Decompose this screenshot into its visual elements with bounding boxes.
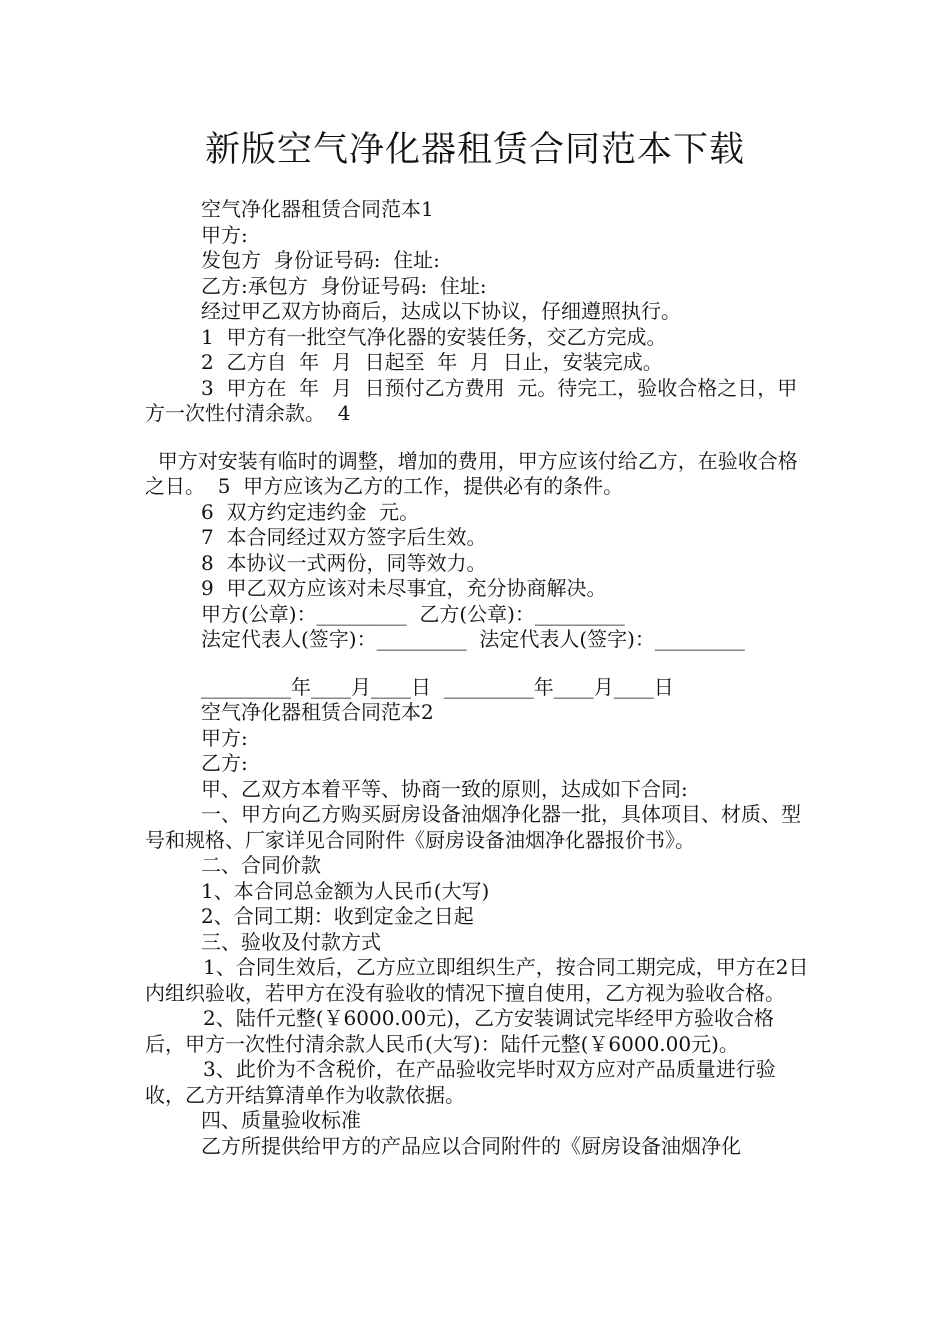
paragraph: 空气净化器租赁合同范本1 [201, 197, 434, 221]
paragraph: 三、验收及付款方式 [201, 929, 381, 954]
paragraph: _________年____月____日 _________年____月____日 [201, 674, 674, 699]
paragraph: 空气净化器租赁合同范本2 [201, 700, 434, 724]
paragraph: 2、陆仟元整(￥6000.00元)，乙方安装调试完毕经甲方验收合格后，甲方一次性付清余款人民币(大写)：陆仟元整(￥6000.00元)。 [145, 1006, 775, 1056]
paragraph: 2、合同工期：收到定金之日起 [201, 904, 474, 928]
paragraph: 法定代表人(签字)：_________ 法定代表人(签字)：_________ [201, 627, 745, 651]
paragraph: 甲方: [201, 222, 248, 247]
paragraph: 1、合同生效后，乙方应立即组织生产，按合同工期完成，甲方在2日内组织验收，若甲方在没有验收的情况下擅自使用，乙方视为验收合格。 [145, 955, 809, 1005]
paragraph: 乙方: [201, 751, 248, 775]
paragraph: 甲方: [201, 725, 248, 750]
paragraph: 1 甲方有一批空气净化器的安装任务，交乙方完成。 [201, 324, 667, 349]
paragraph: 3 甲方在 年 月 日预付乙方费用 元。待完工，验收合格之日，甲方一次性付清余款。 4 [145, 375, 798, 425]
paragraph: 乙方:承包方 身份证号码: 住址: [201, 273, 487, 298]
paragraph: 甲、乙双方本着平等、协商一致的原则，达成如下合同: [201, 776, 688, 801]
paragraph: 二、合同价款 [201, 853, 321, 877]
paragraph: 甲方对安装有临时的调整，增加的费用，甲方应该付给乙方，在验收合格之日。 5 甲方应该为乙方的工作，提供必有的条件。 [145, 448, 798, 498]
paragraph: 3、此价为不含税价，在产品验收完毕时双方应对产品质量进行验收，乙方开结算清单作为收款依据。 [145, 1057, 776, 1107]
paragraph: 9 甲乙双方应该对未尽事宜，充分协商解决。 [201, 576, 607, 600]
paragraph: 8 本协议一式两份，同等效力。 [201, 550, 487, 575]
paragraph: 6 双方约定违约金 元。 [201, 499, 420, 524]
paragraph: 7 本合同经过双方签字后生效。 [201, 525, 487, 549]
document-body [145, 197, 810, 1159]
paragraph: 发包方 身份证号码: 住址: [201, 248, 440, 272]
paragraph: 经过甲乙双方协商后，达成以下协议，仔细遵照执行。 [201, 299, 681, 323]
paragraph: 乙方所提供给甲方的产品应以合同附件的《厨房设备油烟净化 [201, 1133, 741, 1158]
paragraph: 甲方(公章)：_________ 乙方(公章)：_________ [201, 601, 625, 626]
paragraph: 四、质量验收标准 [201, 1108, 361, 1132]
paragraph: 一、甲方向乙方购买厨房设备油烟净化器一批，具体项目、材质、型号和规格、厂家详见合同附件《厨房设备油烟净化器报价书》。 [145, 802, 801, 852]
paragraph: 1、本合同总金额为人民币(大写) [201, 878, 490, 903]
document-title: 新版空气净化器租赁合同范本下载 [204, 130, 745, 170]
paragraph: 2 乙方自 年 月 日起至 年 月 日止，安装完成。 [201, 350, 663, 374]
